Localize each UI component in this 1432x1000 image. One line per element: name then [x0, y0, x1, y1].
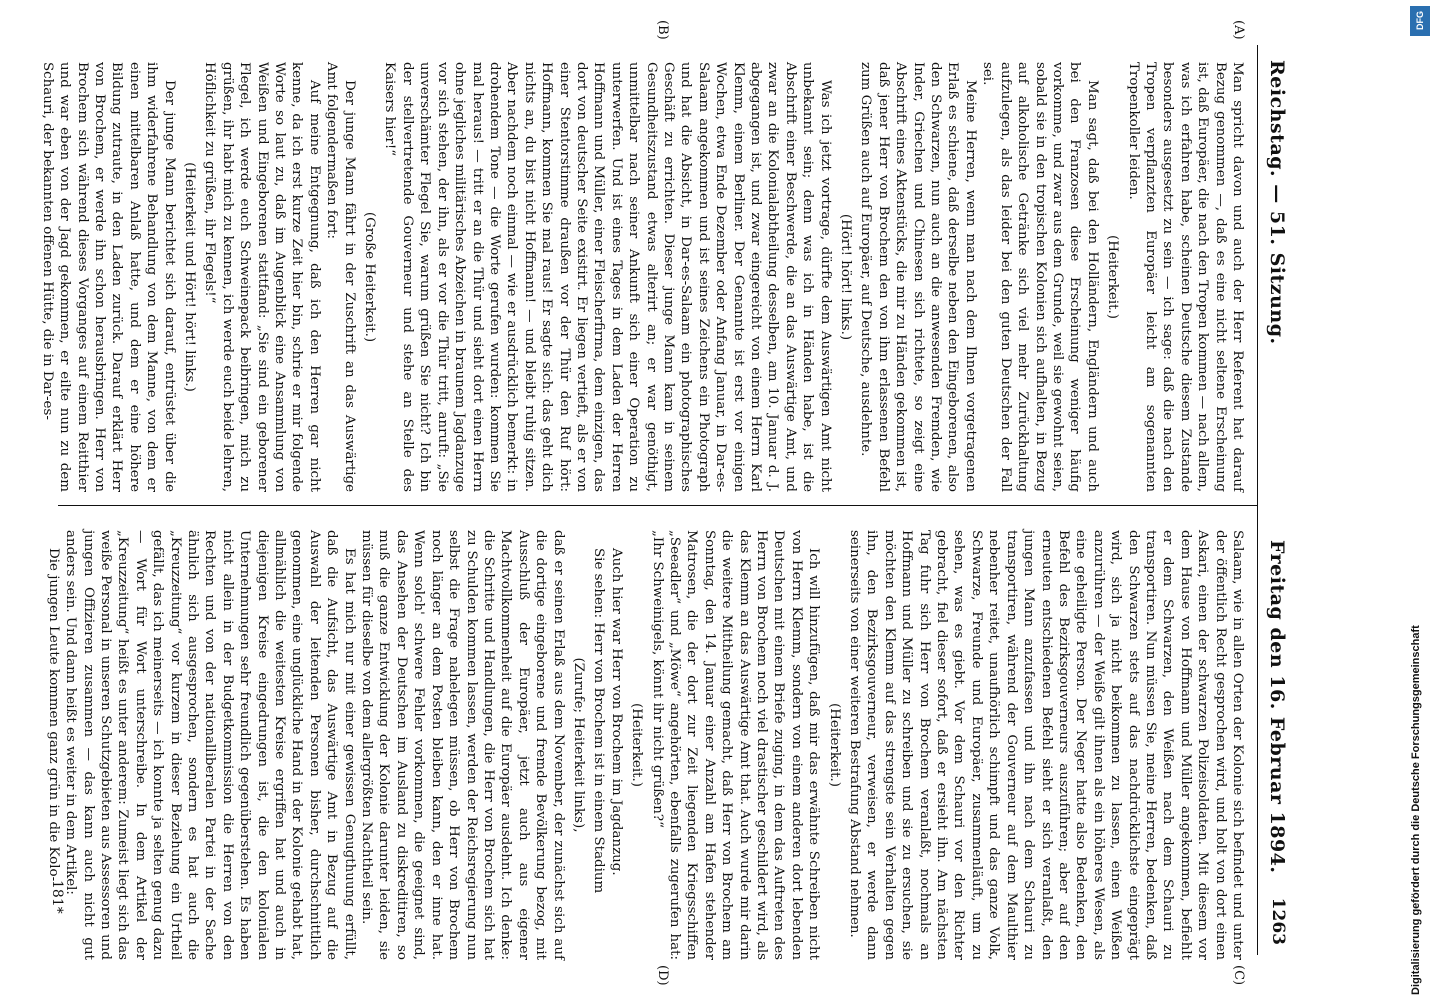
paragraph: Was ich jetzt vortrage, dürfte dem Auswärtigen Amt nicht unbekannt sein; denn was ich in Händen habe, ist die Abschrift einer Beschwerde, die an das Auswärtige Amt, und zwar an die Kolonialabtheilung desselben, am 10. Januar d. J. abgegangen ist, und zwar eingereicht von einem Herrn Karl Klemm, einem Berliner. Der Genannte ist erst vor einigen Wochen, etwa Ende Dezember oder Anfang Januar, in Dar-es-Salaam angekommen und ist seines Zeichens ein Photograph und hat die Absicht, in Dar-es-Salaam ein photographisches Geschäft zu errichten. Dieser junge Mann kam in seinem Gesundheitszustand etwas alterirt an; er war genöthigt, unmittelbar nach seiner Ankunft sich einer Operation zu unterwerfen. Und ist eines Tages in dem Laden der Herren Hoffmann und Müller, einer Fleischerfirma, dem einzigen, das dort von deutscher Seite existirt. Er liegen vertieft, als er von einer Stentorstimme draußen vor der Thür den Ruf hört: Hoffmann, kommen Sie mal raus! Er sagte sich: das geht dich nichts an, du bist nicht Hoffmann! — und bleibt ruhig sitzen. Aber nachdem noch einmal — wie er ausdrücklich bemerkt: in drohendem Tone — die Worte gerufen wurden: kommen Sie mal heraus! — tritt er an die Thür und sieht dort einen Herrn ohne jegliches militärisches Abzeichen in braunem Jagdanzuge vor sich stehen, der ihn, als er vor die Thür tritt, anruft: „Sie unverschämter Flegel Sie, warum grüßen Sie nicht? Ich bin der stellvertretende Gouverneur und stehe an Stelle des Kaisers hier!“ [382, 62, 833, 492]
paragraph: Es hat mich nur mit einer gewissen Genugthuung erfüllt, daß die Aufsicht, das Auswärtige Amt in Bezug auf die Auswahl der leitenden Personen bisher, durchschnittlich genommen, eine unglückliche Hand in der Kolonie gehabt hat, allmählich die weitesten Kreise ergriffen hat und auch in diejenigen Kreise eingedrungen ist, die den kolonialen Unternehmungen sehr freundlich gegenüberstehen. Es haben nicht allein in der Budgetkommission die Herren von den Rechten und von der nationalliberalen Partei in der Sache ähnlich sich ausgesprochen, sondern es hat auch die „Kreuzzeitung“ vor kurzem in dieser Beziehung ein Urtheil gefällt, das ich meinerseits — ich konnte ja selten genug dazu — Wort für Wort unterschreibe. In dem Artikel der „Kreuzzeitung“ heißt es unter anderem: Zumeist liegt sich das weiße Personal in unseren Schutzgebieten aus Assessoren und jungen Offizieren zusammen — das kann auch nicht gut anders sein. Und dann heißt es weiter in dem Artikel: [63, 530, 357, 960]
interjection: (Heiterkeit.) [826, 703, 842, 787]
paragraph: Salaam, wie in allen Orten der Kolonie sich befindet und unter der öffentlich Recht gesprochen wird, und holt von dort einen Askari, einen der schwarzen Polizeisoldaten. Mit diesem vor dem Hause von Hoffmann und Müller angekommen, befiehlt er dem Schwarzen, den Weißen nach dem Schauri zu transportiren. Nun müssen Sie, meine Herren, bedenken, daß den Schwarzen stets auf das nachdrücklichste eingeprägt wird, sich ja nicht beikommen zu lassen, einen Weißen anzurühren — der Weiße gilt ihnen als ein höheres Wesen, als eine geheiligte Person. Der Neger hatte also Bedenken, den Befehl des Bezirksgouverneurs auszuführen; aber auf den erneuten entschiedenen Befehl sieht er sich veranlaßt, den jungen Mann anzufassen und ihn nach dem Schauri zu transportiren, während der Gouverneur auf dem Maulthier nebenher reitet, unaufhörlich schimpft und das ganze Volk, Schwarze, Freunde und Europäer, zusammenläuft, um zu sehen, was es giebt. Vor dem Schauri vor den Richter gebracht, fiel dieser sofort, daß er ersieht ihn. Am nächsten Tag fuhr sich Herr von Brochem veranlaßt, nochmals an Hoffmann und Müller zu schreiben und sie zu ersuchen, sie möchten den Klemm auf das strengste sein Verhalten gegen ihn, den Bezirksgouverneur, verweisen, er werde dann seinerseits von einer weiteren Bestrafung Abstand nehmen. [847, 530, 1245, 960]
margin-marker-b: (B) [655, 20, 670, 40]
quotation: Auf meine Entgegnung, daß ich den Herren gar nicht kenne, da ich erst kurze Zeit hier bin, schrie er mir folgende Worte so laut zu, daß im Augenblick eine Ansammlung von Weißen und Eingeborenen stattfand: „Sie sind ein geborener Flegel, ich werde euch Schweinepack beibringen, mich zu grüßen, ihr habt mich zu kennen, ich werde euch beide lehren, Höflichkeit zu grüßen, ihr Flegels!“ [202, 62, 322, 492]
margin-marker-d: (D) [655, 965, 670, 986]
paragraph: Ich will hinzufügen, daß mir das erwähnte Schreiben nicht von Herrn Klemm, sondern von einem anderen dort lebenden Deutschen mit einem Briefe zuging, in dem das Auftreten des Herrn von Brochem noch viel drastischer geschildert wird, als das Klemm an das Auswärtige Amt that. Auch wurde mir darin die weitere Mittheilung gemacht, daß Herr von Brochem am Sonntag, den 14. Januar einer Anzahl am Hafen stehender Matrosen, die der dort zur Zeit liegenden Kriegsschiffen „Seeadler“ und „Möwe“ angehörten, ebenfalls zugerufen hat: „Ihr Schweinigels, könnt ihr nicht grüßen?“ [649, 530, 822, 960]
right-text-column [45, 530, 1246, 960]
paragraph: daß er seinen Erlaß aus dem November, der zunächst sich auf die dortige eingeborene und fremde Bevölkerung bezog, mit Ausschluß der Europäer, jetzt auch aus eigener Machtvollkommenheit auf die Europäer ausdehnt. Ich denke: die Schritte und Handlungen, die Herr von Brochem sich hat zu Schulden kommen lassen, werden der Reichsregierung nun selbst die Frage nahelegen müssen, ob Herr von Brochem noch länger an dem Posten bleiben kann, den er inne hat. Wenn solch' schwere Fehler vorkommen, die geeignet sind, das Ansehen der Deutschen im Ausland zu diskreditiren, so muß die ganze Entwicklung der Kolonie darunter leiden, sie müssen für dieselbe von dem allergrößten Nachtheil sein. [359, 530, 566, 960]
paragraph: Die jungen Leute kommen ganz grün in die Kolo- [45, 548, 61, 882]
margin-marker-a: (A) [1231, 20, 1246, 40]
paragraph: Sie sehen: Herr von Brochem ist in einem Stadium [591, 548, 607, 894]
header-title: Reichstag. — 51. Sitzung. [1266, 60, 1288, 345]
funding-strip [1408, 0, 1432, 1000]
interjection: (Heiterkeit.) [1105, 235, 1121, 319]
margin-marker-c: (C) [1231, 965, 1246, 986]
interjection: (Große Heiterkeit.) [362, 211, 378, 343]
dfg-logo-icon: DFG [1410, 6, 1430, 36]
interjection: (Heiterkeit.) [629, 703, 645, 787]
paragraph: Man spricht davon und auch der Herr Referent hat darauf Bezug genommen —, daß es eine nicht seltene Erscheinung ist, daß Europäer, die nach den Tropen kommen — nach allem, was ich erfahren habe, scheinen Deutsche diesem Zustande besonders ausgesetzt zu sein — ich sage: daß die nach den Tropen verpflanzten Europäer leicht am sogenannten Tropenkoller leiden. [1125, 62, 1245, 492]
interjection: (Zurufe; Heiterkeit links), [570, 657, 586, 833]
left-text-column [39, 62, 1246, 492]
page-number: 1263 [1268, 897, 1288, 945]
paragraph: Man sagt, daß bei den Holländern, Engländern und auch bei den Franzosen diese Erscheinung weniger häufig vorkomme, und zwar aus dem Grunde, weil sie gewohnt seien, sobald sie in den tropischen Kolonien sich aufhalten, in Bezug auf alkoholische Getränke sich viel mehr Zurückhaltung aufzulegen, als das leider bei den guten Deutschen der Fall sei. [980, 62, 1100, 492]
header-date: Freitag den 16. Februar 1894. [1266, 540, 1288, 874]
signature-mark: 181* [49, 880, 65, 914]
paragraph: Auch hier war Herr von Brochem im Jagdanzug. [608, 548, 624, 876]
interjection: (Heiterkeit und Hört! hört! links.) [182, 162, 198, 392]
paragraph: Der junge Mann fährt in der Zuschrift an das Auswärtige Amt folgendermaßen fort: [324, 62, 357, 492]
paragraph: Meine Herren, wenn man nach dem Ihnen vorgetragenen Erlaß es schiene, daß derselbe neben den Eingeborenen, also den Schwarzen, nun auch an die anwesenden Fremden, wie Inder, Griechen und Chinesen sich richtete, so zeigt eine Abschrift eines Aktenstücks, die mir zu Händen gekommen ist, daß jener Herr von Brochem den von ihm erlassenen Befehl zum Grüßen auch auf Europäer, auf Deutsche, ausdehnte. [858, 62, 978, 492]
interjection: (Hört! hört! links.) [838, 213, 854, 341]
column-divider [58, 505, 1258, 506]
header-rule [1257, 45, 1258, 955]
paragraph: Der junge Mann berichtet sich darauf, entrüstet über die ihm widerfahrene Behandlung von dem Manne, von dem er einen mittelbaren Anlaß hatte, und dem er eine höhere Bildung zutraute, in den Laden zurück. Darauf erklärt Herr von Brochem, er werde ihn schon herausbringen. Herr von Brochem sich während dieses Vorganges auf einem Reitthier und war eben von der Jagd gekommen, er eilte nun zu dem Schauri, der bekannten offenen Hütte, die in Dar-es- [39, 62, 177, 492]
funding-note: Digitalisierung gefördert durch die Deutsche Forschungsgemeinschaft [1410, 625, 1422, 995]
